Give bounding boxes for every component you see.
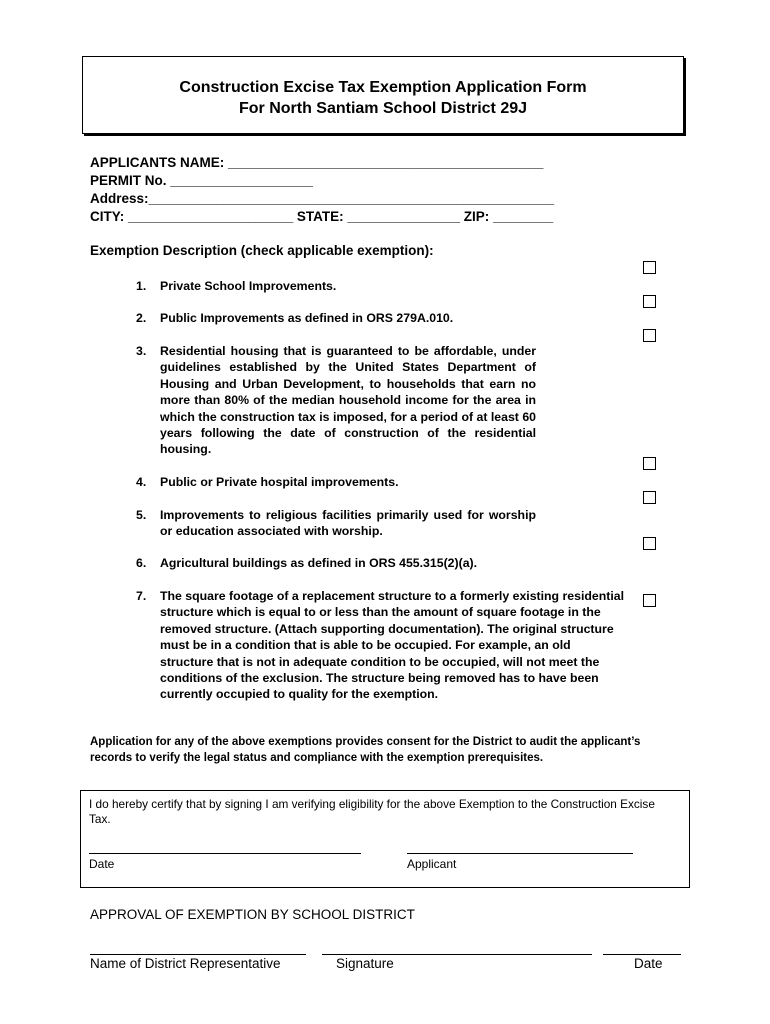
exemption-text: The square footage of a replacement structure to a formerly existing residential structure which is equal to or less than the amount of square footage in the removed structure. (Attach supporting documentation). The original structure must be in a condition that is able to be occupied. For example, an old structure that is not in adequate condition to be occupied, will not meet the conditions of the exclusion. The structure being removed has to have been currently occupied to quality for the exemption. — [160, 589, 624, 702]
exemption-checkbox-7[interactable] — [643, 594, 656, 607]
district-date-line[interactable] — [603, 954, 681, 955]
applicant-fields — [90, 154, 630, 226]
exemption-item-7 — [136, 588, 624, 703]
form-title-line1: Construction Excise Tax Exemption Application Form — [179, 79, 587, 96]
exemption-item-3 — [136, 343, 536, 458]
exemption-item-5 — [136, 507, 536, 540]
exemption-checkbox-4[interactable] — [643, 457, 656, 470]
exemption-number: 6. — [136, 556, 147, 570]
exemption-number: 3. — [136, 344, 147, 358]
exemption-heading: Exemption Description (check applicable exemption): — [90, 243, 434, 258]
address-field[interactable]: Address:______________________________________________________ — [90, 191, 554, 206]
exemption-text: Public Improvements as defined in ORS 279A.010. — [160, 311, 454, 325]
date-signature-line[interactable] — [89, 853, 361, 854]
applicant-name-field[interactable]: APPLICANTS NAME: __________________________________________ — [90, 155, 544, 170]
exemption-text: Residential housing that is guaranteed to be affordable, under guidelines established by the United States Department of Housing and Urban Development, to households that earn no more than 80% of the median household income for the area in which the construction tax is imposed, for a period of at least 60 years following the date of construction of the residential housing. — [160, 344, 536, 457]
audit-consent-text: Application for any of the above exemptions provides consent for the District to audit the applicant’s records to verify the legal status and compliance with the exemption prerequisites. — [90, 736, 641, 764]
exemption-item-1 — [136, 278, 536, 294]
exemption-text: Public or Private hospital improvements. — [160, 475, 399, 489]
certification-box — [80, 790, 690, 888]
exemption-number: 2. — [136, 311, 147, 325]
city-state-zip-field[interactable]: CITY: ______________________ STATE: _______________ ZIP: ________ — [90, 209, 554, 224]
exemption-item-4 — [136, 474, 536, 490]
exemption-text: Agricultural buildings as defined in ORS 455.315(2)(a). — [160, 556, 478, 570]
exemption-checkbox-3[interactable] — [643, 329, 656, 342]
exemption-number: 4. — [136, 475, 147, 489]
applicant-signature-line[interactable] — [407, 853, 633, 854]
approval-heading: APPROVAL OF EXEMPTION BY SCHOOL DISTRICT — [90, 907, 415, 922]
exemption-text: Private School Improvements. — [160, 279, 337, 293]
exemption-number: 7. — [136, 589, 147, 603]
date-label: Date — [89, 857, 115, 871]
exemption-checkbox-6[interactable] — [643, 537, 656, 550]
district-rep-line[interactable] — [90, 954, 306, 955]
permit-number-field[interactable]: PERMIT No. ___________________ — [90, 173, 313, 188]
exemption-item-6 — [136, 555, 536, 571]
exemption-text: Improvements to religious facilities primarily used for worship or education associated with worship. — [160, 508, 536, 539]
district-signature-label: Signature — [336, 956, 394, 971]
district-signature-line[interactable] — [322, 954, 592, 955]
exemption-checkbox-5[interactable] — [643, 491, 656, 504]
exemption-item-2 — [136, 310, 536, 326]
applicant-label: Applicant — [407, 857, 457, 871]
form-title-line2: For North Santiam School District 29J — [238, 100, 528, 117]
exemption-checkbox-2[interactable] — [643, 295, 656, 308]
exemption-number: 1. — [136, 279, 147, 293]
exemption-checkbox-1[interactable] — [643, 261, 656, 274]
district-rep-label: Name of District Representative — [90, 956, 281, 971]
exemption-number: 5. — [136, 508, 147, 522]
certification-text: I do hereby certify that by signing I am verifying eligibility for the above Exemption to the Construction Excise Tax. — [89, 797, 655, 826]
form-title-box — [82, 56, 684, 134]
district-date-label: Date — [634, 956, 663, 971]
